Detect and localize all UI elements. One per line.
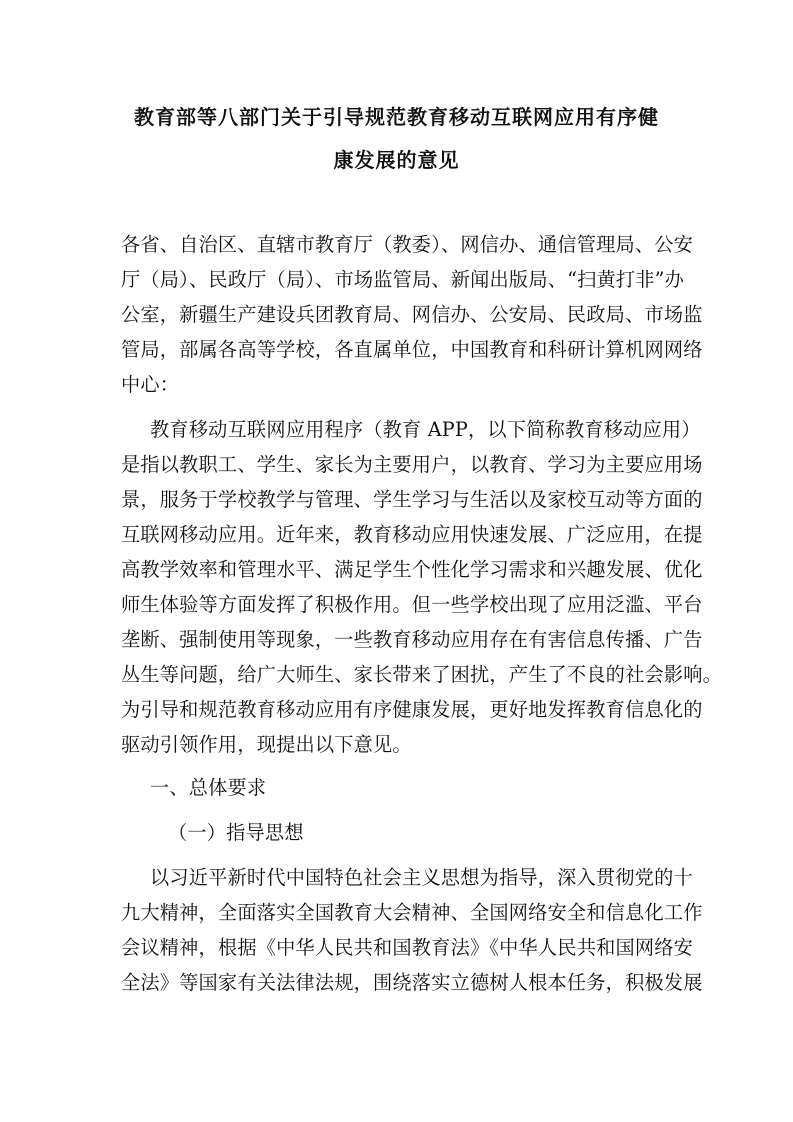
paragraph-line: 是指以教职工、学生、家长为主要用户，以教育、学习为主要应用场 [121,453,703,476]
paragraph-line: 丛生等问题，给广大师生、家长带来了困扰，产生了不良的社会影响。 [121,663,723,686]
paragraph-line: 九大精神，全面落实全国教育大会精神、全国网络安全和信息化工作 [121,901,703,924]
paragraph-line: 会议精神，根据《中华人民共和国教育法》《中华人民共和国网络安 [121,936,694,959]
paragraph-line: 教育移动互联网应用程序（教育 APP，以下简称教育移动应用） [150,418,701,441]
paragraph-line: 师生体验等方面发挥了积极作用。但一些学校出现了应用泛滥、平台 [121,593,703,616]
paragraph-line: 全法》等国家有关法律法规，围绕落实立德树人根本任务，积极发展 [121,971,703,994]
section-heading: 一、总体要求 [150,776,267,799]
addressee-line: 公室，新疆生产建设兵团教育局、网信办、公安局、民政局、市场监 [121,303,703,326]
addressee-line: 各省、自治区、直辖市教育厅（教委）、网信办、通信管理局、公安 [121,233,694,256]
paragraph-line: 为引导和规范教育移动应用有序健康发展，更好地发挥教育信息化的 [121,698,703,721]
paragraph-line: 互联网移动应用。近年来，教育移动应用快速发展、广泛应用，在提 [121,523,703,546]
paragraph-line: 垄断、强制使用等现象，一些教育移动应用存在有害信息传播、广告 [121,628,703,651]
paragraph-line: 高教学效率和管理水平、满足学生个性化学习需求和兴趣发展、优化 [121,558,703,581]
paragraph-line: 以习近平新时代中国特色社会主义思想为指导，深入贯彻党的十 [150,866,693,889]
document-title-line-1: 教育部等八部门关于引导规范教育移动互联网应用有序健 [134,105,659,129]
addressee-line: 中心： [121,373,180,396]
addressee-line: 管局，部属各高等学校，各直属单位，中国教育和科研计算机网网络 [121,338,703,361]
document-title-line-2: 康发展的意见 [333,148,460,172]
addressee-line: 厅（局）、民政厅（局）、市场监管局、新闻出版局、“扫黄打非”办 [121,268,685,291]
paragraph-line: 景，服务于学校教学与管理、学生学习与生活以及家校互动等方面的 [121,488,703,511]
paragraph-line: 驱动引领作用，现提出以下意见。 [121,733,412,756]
subsection-heading: （一）指导思想 [168,821,304,844]
